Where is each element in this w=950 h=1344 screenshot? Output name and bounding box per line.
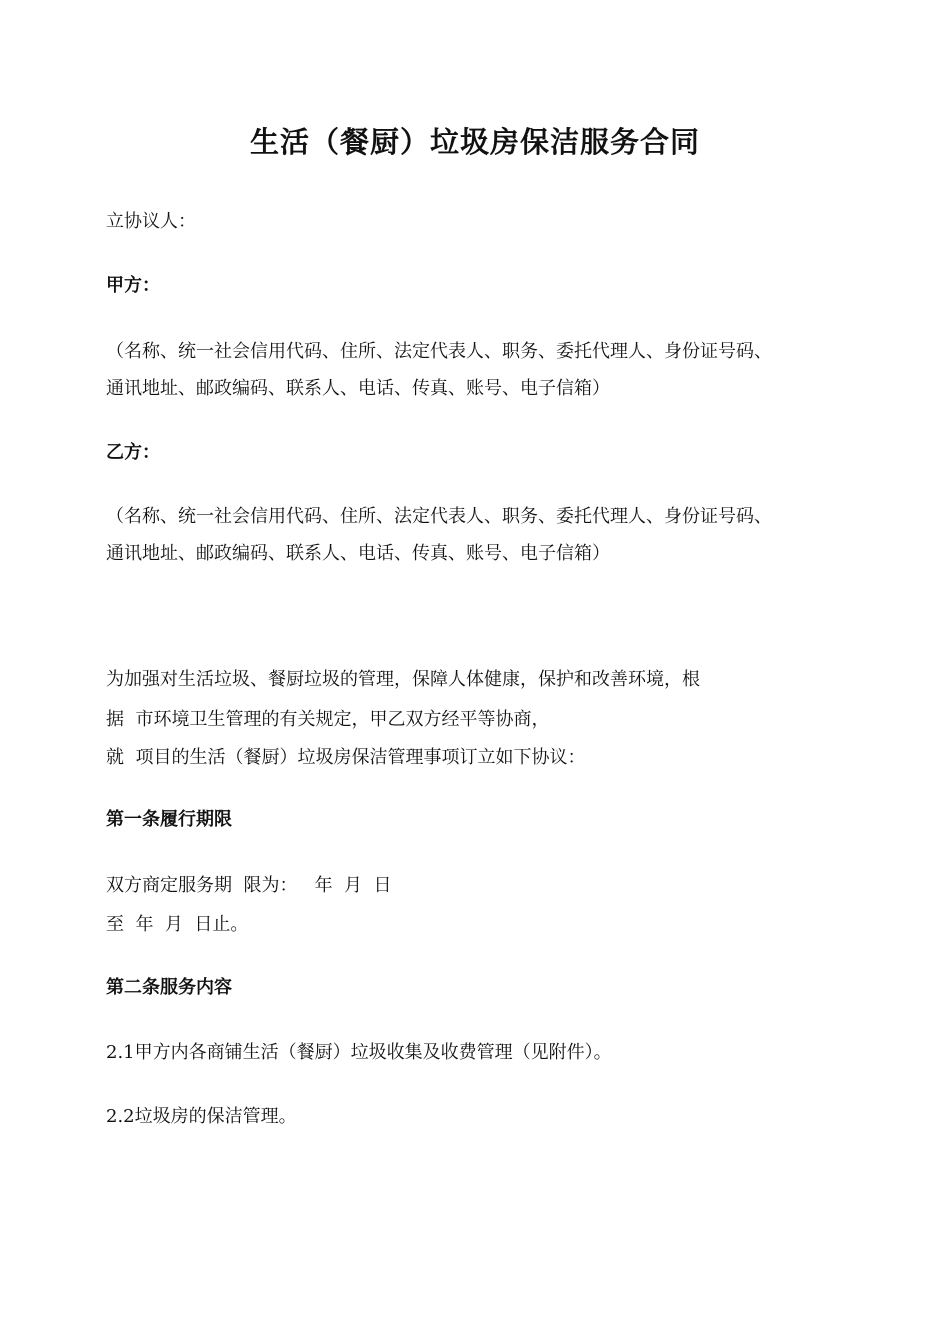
party-a-details-line2: 通讯地址、邮政编码、联系人、电话、传真、账号、电子信箱）	[106, 378, 610, 399]
preamble-line3: 就 项目的生活（餐厨）垃圾房保洁管理事项订立如下协议：	[106, 747, 586, 768]
party-a-details-line1: （名称、统一社会信用代码、住所、法定代表人、职务、委托代理人、身份证号码、	[106, 341, 772, 362]
party-b-details-line2: 通讯地址、邮政编码、联系人、电话、传真、账号、电子信箱）	[106, 543, 610, 564]
contract-title: 生活（餐厨）垃圾房保洁服务合同	[249, 125, 700, 159]
preamble-line1: 为加强对生活垃圾、餐厨垃圾的管理，保障人体健康，保护和改善环境，根	[106, 669, 700, 690]
party-b-label: 乙方：	[106, 442, 160, 463]
article1-heading: 第一条履行期限	[106, 809, 232, 830]
article2-item-1: 2.1甲方内各商铺生活（餐厨）垃圾收集及收费管理（见附件）。	[106, 1042, 612, 1063]
article1-line1: 双方商定服务期 限为： 年 月 日	[106, 875, 392, 896]
preamble-line2: 据 市环境卫生管理的有关规定，甲乙双方经平等协商，	[106, 709, 550, 730]
party-b-details-line1: （名称、统一社会信用代码、住所、法定代表人、职务、委托代理人、身份证号码、	[106, 506, 772, 527]
party-a-label: 甲方：	[106, 275, 160, 296]
parties-intro: 立协议人：	[106, 211, 196, 232]
article2-item-2: 2.2垃圾房的保洁管理。	[106, 1106, 297, 1127]
article1-line2: 至 年 月 日止。	[106, 914, 249, 935]
article2-heading: 第二条服务内容	[106, 977, 232, 998]
